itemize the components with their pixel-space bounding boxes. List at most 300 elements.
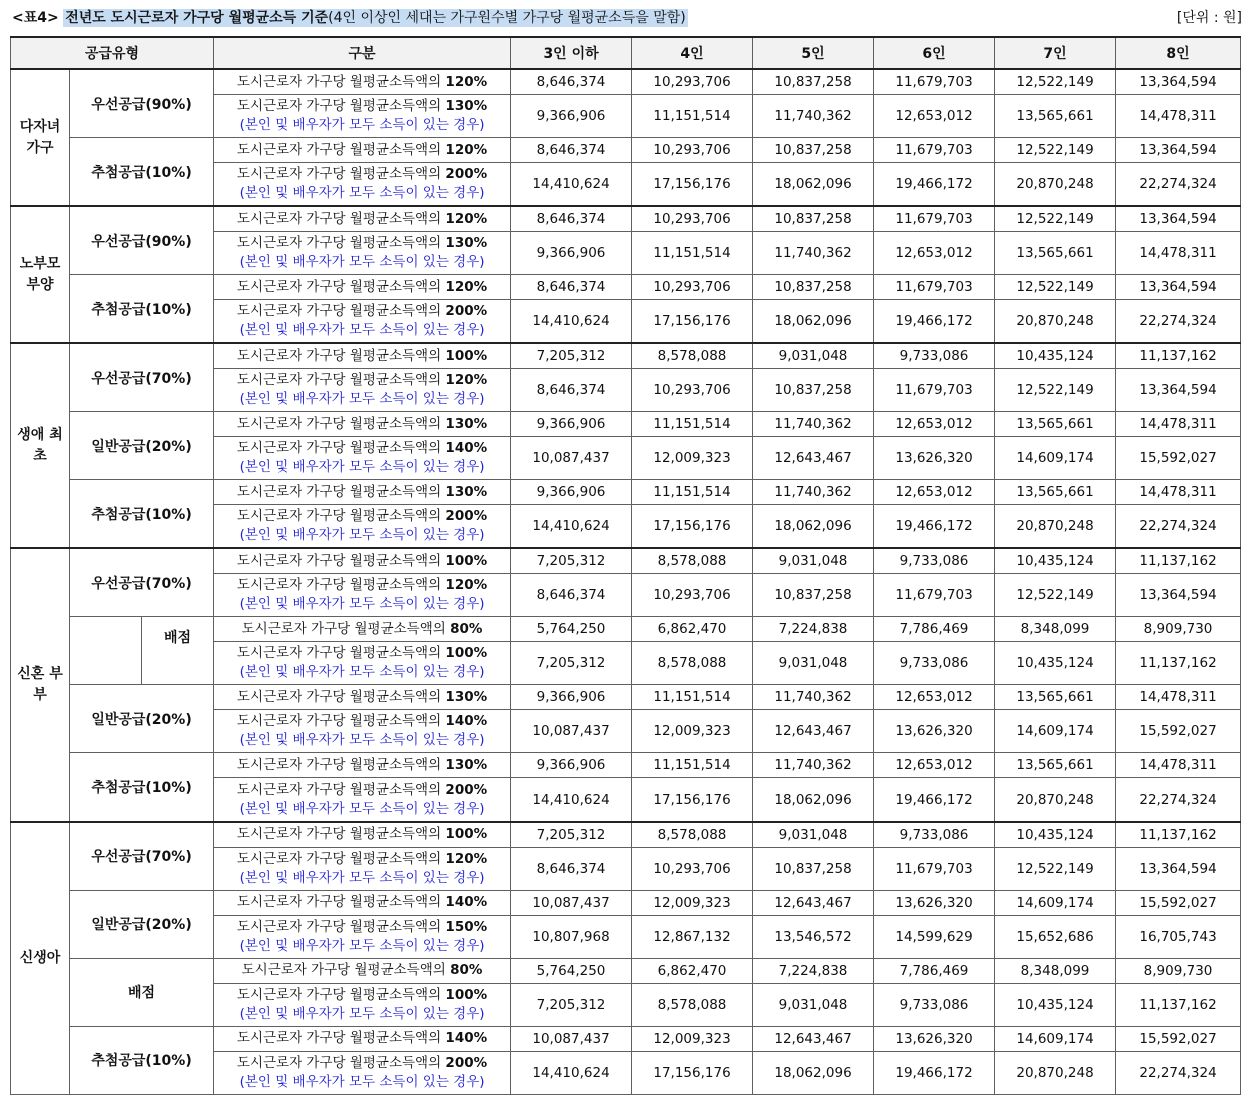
criteria-percent: 100% (445, 986, 488, 1003)
value-cell: 14,478,311 (1116, 685, 1241, 710)
value-cell: 10,087,437 (511, 710, 632, 753)
criteria-percent: 100% (445, 347, 488, 364)
header-6-persons: 6인 (874, 37, 995, 69)
criteria-percent: 140% (445, 894, 488, 911)
value-cell: 11,679,703 (874, 574, 995, 617)
criteria-cell (214, 480, 511, 505)
supply-label: 우선공급(70%) (70, 343, 214, 412)
criteria-cell (214, 95, 511, 138)
value-cell: 15,592,027 (1116, 890, 1241, 915)
value-cell: 9,366,906 (511, 412, 632, 437)
income-standard-table (10, 36, 1241, 1095)
value-cell: 14,478,311 (1116, 95, 1241, 138)
value-cell: 19,466,172 (874, 778, 995, 822)
value-cell: 10,293,706 (632, 138, 753, 163)
criteria-text: 도시근로자 가구당 월평균소득액의 (236, 894, 442, 911)
criteria-cell (214, 983, 511, 1026)
value-cell: 12,653,012 (874, 412, 995, 437)
criteria-percent: 150% (445, 918, 488, 935)
value-cell: 13,626,320 (874, 890, 995, 915)
table-row (11, 958, 1241, 983)
supply-label: 배점 (70, 958, 214, 1026)
value-cell: 22,274,324 (1116, 300, 1241, 344)
value-cell: 9,733,086 (874, 548, 995, 574)
value-cell: 14,609,174 (995, 1026, 1116, 1051)
table-row (11, 890, 1241, 915)
criteria-cell (214, 275, 511, 300)
criteria-text: 도시근로자 가구당 월평균소득액의 (236, 713, 442, 730)
value-cell: 13,565,661 (995, 753, 1116, 778)
value-cell: 10,087,437 (511, 890, 632, 915)
value-cell: 19,466,172 (874, 300, 995, 344)
value-cell: 12,653,012 (874, 480, 995, 505)
value-cell: 11,151,514 (632, 412, 753, 437)
header-3-or-less: 3인 이하 (511, 37, 632, 69)
table-row (11, 480, 1241, 505)
value-cell: 11,679,703 (874, 138, 995, 163)
value-cell: 13,565,661 (995, 412, 1116, 437)
value-cell: 14,599,629 (874, 915, 995, 958)
value-cell: 15,652,686 (995, 915, 1116, 958)
criteria-percent: 100% (445, 552, 488, 569)
value-cell: 10,837,258 (753, 138, 874, 163)
value-cell: 11,679,703 (874, 369, 995, 412)
value-cell: 10,435,124 (995, 548, 1116, 574)
value-cell: 12,522,149 (995, 138, 1116, 163)
value-cell: 8,578,088 (632, 343, 753, 369)
header-4-persons: 4인 (632, 37, 753, 69)
value-cell: 22,274,324 (1116, 778, 1241, 822)
value-cell: 13,565,661 (995, 685, 1116, 710)
value-cell: 8,646,374 (511, 69, 632, 95)
value-cell: 8,909,730 (1116, 617, 1241, 642)
value-cell: 8,578,088 (632, 822, 753, 848)
table-row (11, 69, 1241, 95)
criteria-cell (214, 548, 511, 574)
dual-income-note: (본인 및 배우자가 모두 소득이 있는 경우) (239, 254, 485, 271)
criteria-percent: 130% (445, 756, 488, 773)
value-cell: 18,062,096 (753, 1051, 874, 1094)
value-cell: 12,522,149 (995, 574, 1116, 617)
value-cell: 20,870,248 (995, 505, 1116, 549)
group-label: 노부모 부양 (11, 206, 70, 343)
value-cell: 7,786,469 (874, 617, 995, 642)
value-cell: 15,592,027 (1116, 437, 1241, 480)
criteria-text: 도시근로자 가구당 월평균소득액의 (236, 210, 442, 227)
value-cell: 20,870,248 (995, 1051, 1116, 1094)
criteria-percent: 200% (445, 781, 488, 798)
value-cell: 14,609,174 (995, 437, 1116, 480)
criteria-cell (214, 847, 511, 890)
criteria-percent: 120% (445, 210, 488, 227)
supply-label: 일반공급(20%) (70, 412, 214, 480)
criteria-text: 도시근로자 가구당 월평균소득액의 (236, 688, 442, 705)
table-row (11, 548, 1241, 574)
table-row (11, 412, 1241, 437)
value-cell: 11,137,162 (1116, 642, 1241, 685)
value-cell: 10,837,258 (753, 206, 874, 232)
title-main: 전년도 도시근로자 가구당 월평균소득 기준 (65, 10, 329, 26)
dual-income-note: (본인 및 배우자가 모두 소득이 있는 경우) (239, 459, 485, 476)
blank-cell (70, 617, 142, 685)
value-cell: 13,565,661 (995, 232, 1116, 275)
criteria-percent: 200% (445, 303, 488, 320)
criteria-text: 도시근로자 가구당 월평균소득액의 (236, 347, 442, 364)
value-cell: 11,679,703 (874, 206, 995, 232)
table-row (11, 206, 1241, 232)
value-cell: 17,156,176 (632, 778, 753, 822)
value-cell: 14,609,174 (995, 710, 1116, 753)
value-cell: 11,137,162 (1116, 822, 1241, 848)
dual-income-note: (본인 및 배우자가 모두 소득이 있는 경우) (239, 664, 485, 681)
value-cell: 13,364,594 (1116, 138, 1241, 163)
value-cell: 12,522,149 (995, 206, 1116, 232)
criteria-text: 도시근로자 가구당 월평균소득액의 (236, 850, 442, 867)
dual-income-note: (본인 및 배우자가 모두 소득이 있는 경우) (239, 937, 485, 954)
value-cell: 11,740,362 (753, 412, 874, 437)
value-cell: 10,293,706 (632, 574, 753, 617)
value-cell: 19,466,172 (874, 163, 995, 207)
value-cell: 12,653,012 (874, 685, 995, 710)
value-cell: 14,478,311 (1116, 480, 1241, 505)
criteria-cell (214, 778, 511, 822)
value-cell: 14,478,311 (1116, 753, 1241, 778)
table-row (11, 617, 1241, 642)
value-cell: 10,435,124 (995, 343, 1116, 369)
value-cell: 19,466,172 (874, 1051, 995, 1094)
table-row (11, 822, 1241, 848)
value-cell: 10,293,706 (632, 206, 753, 232)
table-row (11, 685, 1241, 710)
value-cell: 12,522,149 (995, 69, 1116, 95)
dual-income-note: (본인 및 배우자가 모두 소득이 있는 경우) (239, 527, 485, 544)
value-cell: 8,646,374 (511, 275, 632, 300)
value-cell: 11,679,703 (874, 847, 995, 890)
value-cell: 10,293,706 (632, 847, 753, 890)
value-cell: 8,578,088 (632, 548, 753, 574)
value-cell: 8,646,374 (511, 574, 632, 617)
value-cell: 12,643,467 (753, 1026, 874, 1051)
criteria-text: 도시근로자 가구당 월평균소득액의 (236, 166, 442, 183)
criteria-text: 도시근로자 가구당 월평균소득액의 (236, 278, 442, 295)
title-paren: (4인 이상인 세대는 가구원수별 가구당 월평균소득을 말함) (328, 10, 686, 26)
criteria-text: 도시근로자 가구당 월평균소득액의 (236, 645, 442, 662)
criteria-percent: 130% (445, 483, 488, 500)
value-cell: 10,293,706 (632, 369, 753, 412)
value-cell: 12,653,012 (874, 232, 995, 275)
value-cell: 13,364,594 (1116, 369, 1241, 412)
dual-income-note: (본인 및 배우자가 모두 소득이 있는 경우) (239, 1073, 485, 1090)
value-cell: 11,137,162 (1116, 983, 1241, 1026)
criteria-percent: 120% (445, 850, 488, 867)
dual-income-note: (본인 및 배우자가 모두 소득이 있는 경우) (239, 391, 485, 408)
value-cell: 7,224,838 (753, 958, 874, 983)
value-cell: 11,151,514 (632, 480, 753, 505)
value-cell: 11,679,703 (874, 69, 995, 95)
value-cell: 13,364,594 (1116, 69, 1241, 95)
criteria-text: 도시근로자 가구당 월평균소득액의 (236, 781, 442, 798)
unit-label: [단위 : 원] (1176, 10, 1242, 26)
value-cell: 9,366,906 (511, 685, 632, 710)
value-cell: 9,031,048 (753, 642, 874, 685)
value-cell: 22,274,324 (1116, 163, 1241, 207)
value-cell: 8,646,374 (511, 206, 632, 232)
group-label: 신혼 부부 (11, 548, 70, 821)
criteria-percent: 120% (445, 372, 488, 389)
value-cell: 10,435,124 (995, 822, 1116, 848)
criteria-text: 도시근로자 가구당 월평균소득액의 (236, 826, 442, 843)
value-cell: 22,274,324 (1116, 1051, 1241, 1094)
value-cell: 13,364,594 (1116, 574, 1241, 617)
value-cell: 11,740,362 (753, 480, 874, 505)
value-cell: 12,522,149 (995, 275, 1116, 300)
value-cell: 13,626,320 (874, 710, 995, 753)
supply-label: 추첨공급(10%) (70, 275, 214, 344)
supply-label: 일반공급(20%) (70, 685, 214, 753)
value-cell: 20,870,248 (995, 778, 1116, 822)
value-cell: 11,740,362 (753, 232, 874, 275)
value-cell: 12,643,467 (753, 437, 874, 480)
value-cell: 10,435,124 (995, 983, 1116, 1026)
value-cell: 11,679,703 (874, 275, 995, 300)
value-cell: 9,733,086 (874, 822, 995, 848)
value-cell: 12,009,323 (632, 710, 753, 753)
value-cell: 13,565,661 (995, 95, 1116, 138)
value-cell: 8,646,374 (511, 138, 632, 163)
criteria-cell (214, 138, 511, 163)
value-cell: 18,062,096 (753, 505, 874, 549)
value-cell: 11,740,362 (753, 685, 874, 710)
header-category: 구분 (214, 37, 511, 69)
table-row (11, 275, 1241, 300)
value-cell: 12,522,149 (995, 847, 1116, 890)
criteria-cell (214, 206, 511, 232)
value-cell: 10,837,258 (753, 69, 874, 95)
supply-label: 우선공급(90%) (70, 206, 214, 275)
value-cell: 14,478,311 (1116, 412, 1241, 437)
criteria-cell (214, 437, 511, 480)
value-cell: 5,764,250 (511, 617, 632, 642)
criteria-cell (214, 1051, 511, 1094)
value-cell: 11,137,162 (1116, 548, 1241, 574)
criteria-text: 도시근로자 가구당 월평균소득액의 (236, 577, 442, 594)
criteria-percent: 120% (445, 141, 488, 158)
table-row (11, 343, 1241, 369)
table-row (11, 1026, 1241, 1051)
criteria-cell (214, 232, 511, 275)
criteria-percent: 80% (450, 620, 483, 637)
dual-income-note: (본인 및 배우자가 모두 소득이 있는 경우) (239, 322, 485, 339)
criteria-cell (214, 69, 511, 95)
criteria-percent: 100% (445, 645, 488, 662)
value-cell: 8,909,730 (1116, 958, 1241, 983)
value-cell: 10,293,706 (632, 275, 753, 300)
value-cell: 11,151,514 (632, 95, 753, 138)
table-caption (12, 6, 1244, 30)
criteria-percent: 130% (445, 415, 488, 432)
dual-income-note: (본인 및 배우자가 모두 소득이 있는 경우) (239, 800, 485, 817)
criteria-percent: 130% (445, 235, 488, 252)
value-cell: 17,156,176 (632, 163, 753, 207)
criteria-text: 도시근로자 가구당 월평균소득액의 (236, 918, 442, 935)
criteria-percent: 130% (445, 688, 488, 705)
dual-income-note: (본인 및 배우자가 모두 소득이 있는 경우) (239, 185, 485, 202)
supply-label: 추첨공급(10%) (70, 138, 214, 207)
value-cell: 13,364,594 (1116, 206, 1241, 232)
criteria-text: 도시근로자 가구당 월평균소득액의 (236, 483, 442, 500)
supply-label: 우선공급(70%) (70, 548, 214, 617)
value-cell: 7,205,312 (511, 343, 632, 369)
value-cell: 10,837,258 (753, 574, 874, 617)
value-cell: 12,009,323 (632, 890, 753, 915)
value-cell: 9,366,906 (511, 753, 632, 778)
value-cell: 7,205,312 (511, 983, 632, 1026)
value-cell: 12,643,467 (753, 890, 874, 915)
value-cell: 9,031,048 (753, 822, 874, 848)
supply-label: 추첨공급(10%) (70, 480, 214, 549)
value-cell: 9,031,048 (753, 548, 874, 574)
value-cell: 11,151,514 (632, 685, 753, 710)
criteria-percent: 120% (445, 278, 488, 295)
criteria-cell (214, 1026, 511, 1051)
dual-income-note: (본인 및 배우자가 모두 소득이 있는 경우) (239, 117, 485, 134)
group-label: 다자녀 가구 (11, 69, 70, 206)
value-cell: 14,410,624 (511, 778, 632, 822)
criteria-text: 도시근로자 가구당 월평균소득액의 (236, 372, 442, 389)
criteria-text: 도시근로자 가구당 월평균소득액의 (236, 73, 442, 90)
criteria-text: 도시근로자 가구당 월평균소득액의 (236, 235, 442, 252)
value-cell: 16,705,743 (1116, 915, 1241, 958)
value-cell: 12,653,012 (874, 95, 995, 138)
supply-label: 우선공급(90%) (70, 69, 214, 138)
value-cell: 10,837,258 (753, 275, 874, 300)
value-cell: 13,626,320 (874, 1026, 995, 1051)
criteria-percent: 80% (450, 962, 483, 979)
value-cell: 20,870,248 (995, 163, 1116, 207)
criteria-cell (214, 574, 511, 617)
criteria-percent: 130% (445, 98, 488, 115)
table-number: <표4> (12, 10, 59, 26)
value-cell: 13,364,594 (1116, 275, 1241, 300)
criteria-cell (214, 710, 511, 753)
value-cell: 13,626,320 (874, 437, 995, 480)
value-cell: 12,867,132 (632, 915, 753, 958)
value-cell: 18,062,096 (753, 778, 874, 822)
header-supply-type: 공급유형 (11, 37, 214, 69)
group-label: 생애 최초 (11, 343, 70, 548)
dual-income-note: (본인 및 배우자가 모두 소득이 있는 경우) (239, 869, 485, 886)
criteria-text: 도시근로자 가구당 월평균소득액의 (236, 98, 442, 115)
criteria-cell (214, 822, 511, 848)
criteria-percent: 200% (445, 508, 488, 525)
criteria-cell (214, 412, 511, 437)
value-cell: 20,870,248 (995, 300, 1116, 344)
value-cell: 12,009,323 (632, 1026, 753, 1051)
value-cell: 9,733,086 (874, 983, 995, 1026)
header-7-persons: 7인 (995, 37, 1116, 69)
value-cell: 11,151,514 (632, 753, 753, 778)
criteria-cell (214, 505, 511, 549)
value-cell: 6,862,470 (632, 958, 753, 983)
value-cell: 13,364,594 (1116, 847, 1241, 890)
criteria-cell (214, 753, 511, 778)
header-5-persons: 5인 (753, 37, 874, 69)
criteria-text: 도시근로자 가구당 월평균소득액의 (236, 1054, 442, 1071)
criteria-percent: 200% (445, 1054, 488, 1071)
value-cell: 7,205,312 (511, 548, 632, 574)
criteria-percent: 100% (445, 826, 488, 843)
value-cell: 14,410,624 (511, 163, 632, 207)
value-cell: 14,410,624 (511, 300, 632, 344)
value-cell: 14,478,311 (1116, 232, 1241, 275)
value-cell: 8,646,374 (511, 369, 632, 412)
value-cell: 19,466,172 (874, 505, 995, 549)
value-cell: 10,807,968 (511, 915, 632, 958)
value-cell: 10,837,258 (753, 369, 874, 412)
value-cell: 5,764,250 (511, 958, 632, 983)
criteria-percent: 200% (445, 166, 488, 183)
table-row (11, 138, 1241, 163)
group-label: 신생아 (11, 822, 70, 1095)
value-cell: 15,592,027 (1116, 710, 1241, 753)
criteria-percent: 120% (445, 73, 488, 90)
value-cell: 12,643,467 (753, 710, 874, 753)
value-cell: 10,087,437 (511, 437, 632, 480)
dual-income-note: (본인 및 배우자가 모두 소득이 있는 경우) (239, 596, 485, 613)
value-cell: 17,156,176 (632, 1051, 753, 1094)
value-cell: 10,293,706 (632, 69, 753, 95)
supply-label: 일반공급(20%) (70, 890, 214, 958)
criteria-cell (214, 915, 511, 958)
criteria-cell (214, 617, 511, 642)
criteria-cell (214, 685, 511, 710)
supply-label: 우선공급(70%) (70, 822, 214, 891)
header-8-persons: 8인 (1116, 37, 1241, 69)
value-cell: 9,733,086 (874, 343, 995, 369)
value-cell: 8,578,088 (632, 642, 753, 685)
value-cell: 8,646,374 (511, 847, 632, 890)
criteria-text: 도시근로자 가구당 월평균소득액의 (236, 508, 442, 525)
criteria-text: 도시근로자 가구당 월평균소득액의 (241, 962, 446, 979)
value-cell: 10,087,437 (511, 1026, 632, 1051)
criteria-percent: 140% (445, 713, 488, 730)
value-cell: 12,009,323 (632, 437, 753, 480)
criteria-percent: 140% (445, 440, 488, 457)
criteria-text: 도시근로자 가구당 월평균소득액의 (236, 415, 442, 432)
value-cell: 13,546,572 (753, 915, 874, 958)
value-cell: 7,224,838 (753, 617, 874, 642)
value-cell: 14,410,624 (511, 1051, 632, 1094)
criteria-percent: 140% (445, 1030, 488, 1047)
value-cell: 8,348,099 (995, 958, 1116, 983)
value-cell: 9,366,906 (511, 480, 632, 505)
value-cell: 9,366,906 (511, 95, 632, 138)
table-title (12, 6, 688, 30)
criteria-cell (214, 369, 511, 412)
value-cell: 17,156,176 (632, 505, 753, 549)
value-cell: 18,062,096 (753, 163, 874, 207)
value-cell: 17,156,176 (632, 300, 753, 344)
criteria-text: 도시근로자 가구당 월평균소득액의 (236, 1030, 442, 1047)
criteria-text: 도시근로자 가구당 월평균소득액의 (241, 620, 446, 637)
criteria-text: 도시근로자 가구당 월평균소득액의 (236, 303, 442, 320)
dual-income-note: (본인 및 배우자가 모두 소득이 있는 경우) (239, 732, 485, 749)
criteria-text: 도시근로자 가구당 월평균소득액의 (236, 440, 442, 457)
value-cell: 12,522,149 (995, 369, 1116, 412)
criteria-text: 도시근로자 가구당 월평균소득액의 (236, 986, 442, 1003)
value-cell: 12,653,012 (874, 753, 995, 778)
value-cell: 11,740,362 (753, 753, 874, 778)
